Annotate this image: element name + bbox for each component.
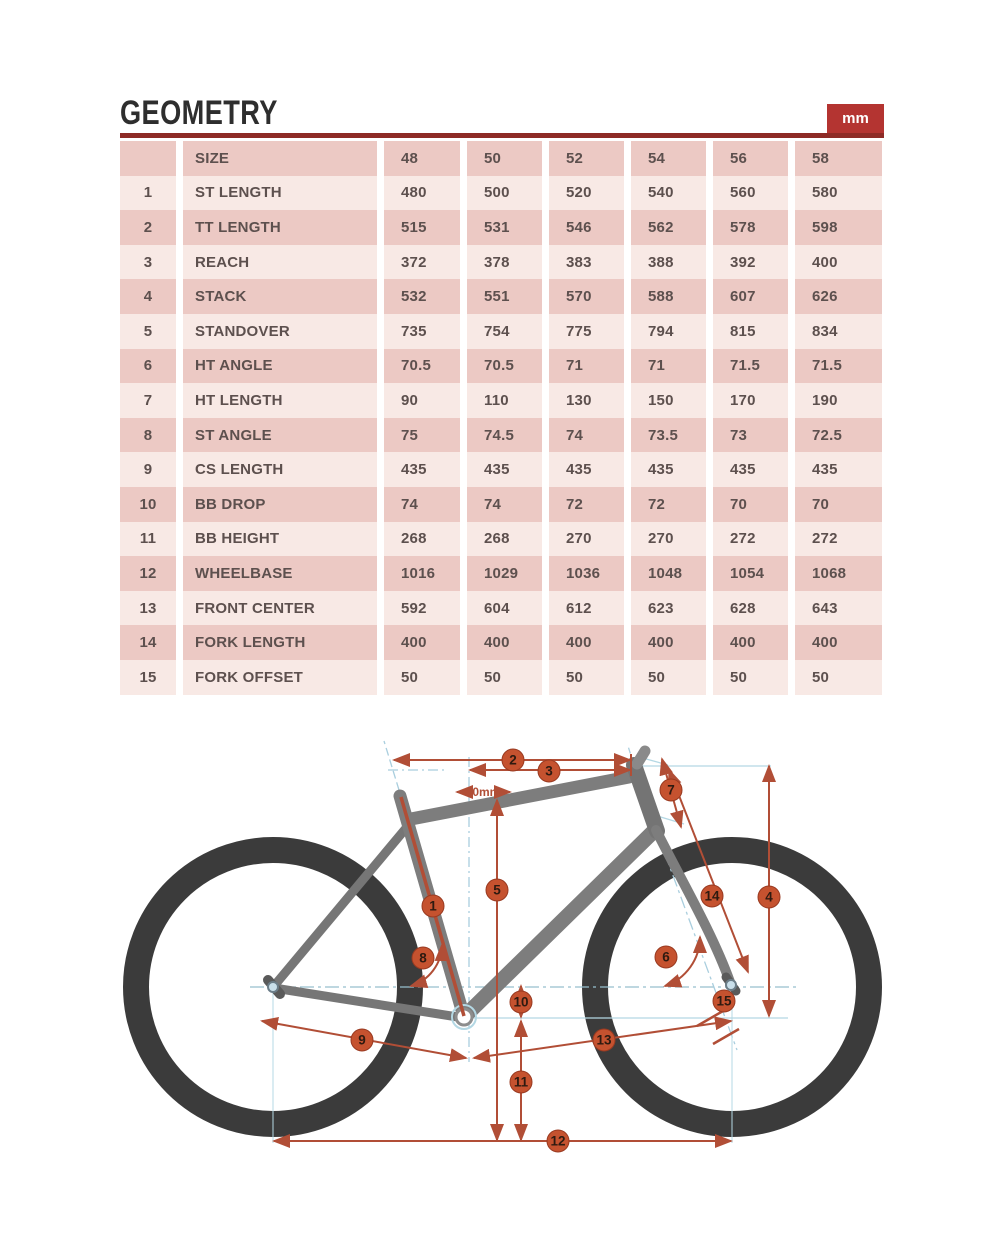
table-cell: 604: [467, 591, 542, 626]
svg-text:10: 10: [513, 994, 529, 1010]
table-cell: 71.5: [795, 349, 882, 384]
table-cell: 400: [795, 625, 882, 660]
table-cell: 400: [384, 625, 460, 660]
table-cell: 1068: [795, 556, 882, 591]
table-cell: 400: [549, 625, 624, 660]
page-title: GEOMETRY: [120, 94, 278, 132]
column-header-size: 52: [549, 141, 624, 176]
callout-10: [510, 991, 532, 1013]
row-label: FORK LENGTH: [183, 625, 377, 660]
table-cell: 50: [631, 660, 706, 695]
table-cell: 190: [795, 383, 882, 418]
row-number: 10: [120, 487, 176, 522]
table-cell: 435: [384, 452, 460, 487]
table-cell: 74.5: [467, 418, 542, 453]
table-cell: 400: [713, 625, 788, 660]
svg-text:1: 1: [429, 898, 437, 914]
table-cell: 383: [549, 245, 624, 280]
table-cell: 775: [549, 314, 624, 349]
table-cell: 735: [384, 314, 460, 349]
row-label: BB HEIGHT: [183, 522, 377, 557]
table-cell: 435: [631, 452, 706, 487]
table-cell: 270: [631, 522, 706, 557]
row-number: 4: [120, 279, 176, 314]
column-header-size: 48: [384, 141, 460, 176]
table-cell: 268: [467, 522, 542, 557]
table-cell: 546: [549, 210, 624, 245]
row-number: 2: [120, 210, 176, 245]
table-cell: 435: [713, 452, 788, 487]
table-cell: 70: [713, 487, 788, 522]
svg-text:12: 12: [550, 1133, 566, 1149]
table-cell: 520: [549, 176, 624, 211]
table-cell: 372: [384, 245, 460, 280]
row-number: 9: [120, 452, 176, 487]
table-cell: 592: [384, 591, 460, 626]
svg-text:9: 9: [358, 1032, 366, 1048]
callout-11: [510, 1071, 532, 1093]
table-cell: 435: [795, 452, 882, 487]
table-cell: 72: [631, 487, 706, 522]
callout-7: [660, 779, 682, 801]
rear-axle: [268, 982, 278, 992]
steerer-stub: [637, 751, 645, 764]
table-cell: 72: [549, 487, 624, 522]
seventy-mm-note: 70mm: [465, 785, 501, 799]
table-cell: 71.5: [713, 349, 788, 384]
table-cell: 150: [631, 383, 706, 418]
row-label: TT LENGTH: [183, 210, 377, 245]
table-cell: 70.5: [384, 349, 460, 384]
svg-text:3: 3: [545, 763, 553, 779]
callout-14: [701, 885, 723, 907]
table-cell: 74: [467, 487, 542, 522]
table-cell: 1048: [631, 556, 706, 591]
row-label: STACK: [183, 279, 377, 314]
row-number: 5: [120, 314, 176, 349]
table-cell: 532: [384, 279, 460, 314]
table-cell: 815: [713, 314, 788, 349]
table-cell: 754: [467, 314, 542, 349]
table-cell: 110: [467, 383, 542, 418]
row-number: 8: [120, 418, 176, 453]
table-cell: 392: [713, 245, 788, 280]
table-cell: 272: [713, 522, 788, 557]
table-cell: 74: [549, 418, 624, 453]
table-cell: 515: [384, 210, 460, 245]
table-cell: 50: [713, 660, 788, 695]
table-cell: 435: [549, 452, 624, 487]
row-number: 1: [120, 176, 176, 211]
top-tube: [411, 777, 629, 819]
column-header-size-label: SIZE: [183, 141, 377, 176]
table-cell: 71: [631, 349, 706, 384]
table-cell: 74: [384, 487, 460, 522]
table-cell: 50: [467, 660, 542, 695]
callout-2: [502, 749, 524, 771]
column-header-size: 58: [795, 141, 882, 176]
row-label: STANDOVER: [183, 314, 377, 349]
unit-badge: mm: [827, 104, 884, 133]
head-tube: [634, 765, 657, 831]
svg-text:8: 8: [419, 950, 427, 966]
table-cell: 73.5: [631, 418, 706, 453]
table-cell: 400: [631, 625, 706, 660]
table-cell: 268: [384, 522, 460, 557]
callout-15: [713, 990, 735, 1012]
table-cell: 50: [549, 660, 624, 695]
table-cell: 90: [384, 383, 460, 418]
table-cell: 378: [467, 245, 542, 280]
table-cell: 540: [631, 176, 706, 211]
table-cell: 562: [631, 210, 706, 245]
table-cell: 73: [713, 418, 788, 453]
table-cell: 1016: [384, 556, 460, 591]
column-header-size: 50: [467, 141, 542, 176]
callout-4: [758, 886, 780, 908]
callout-12: [547, 1130, 569, 1152]
table-cell: 480: [384, 176, 460, 211]
table-cell: 400: [467, 625, 542, 660]
table-cell: 400: [795, 245, 882, 280]
table-cell: 1054: [713, 556, 788, 591]
table-cell: 70: [795, 487, 882, 522]
front-axle: [726, 980, 736, 990]
svg-text:2: 2: [509, 752, 517, 768]
table-cell: 272: [795, 522, 882, 557]
table-cell: 435: [467, 452, 542, 487]
table-cell: 1029: [467, 556, 542, 591]
table-cell: 834: [795, 314, 882, 349]
table-cell: 72.5: [795, 418, 882, 453]
callout-3: [538, 760, 560, 782]
callout-8: [412, 947, 434, 969]
table-cell: 130: [549, 383, 624, 418]
table-cell: 643: [795, 591, 882, 626]
svg-text:15: 15: [716, 993, 732, 1009]
row-label: ST ANGLE: [183, 418, 377, 453]
row-number: 11: [120, 522, 176, 557]
row-number: 7: [120, 383, 176, 418]
table-cell: 50: [384, 660, 460, 695]
table-cell: 1036: [549, 556, 624, 591]
row-label: CS LENGTH: [183, 452, 377, 487]
table-cell: 388: [631, 245, 706, 280]
callout-13: [593, 1029, 615, 1051]
row-number: 3: [120, 245, 176, 280]
table-cell: 570: [549, 279, 624, 314]
callout-5: [486, 879, 508, 901]
row-label: FRONT CENTER: [183, 591, 377, 626]
table-cell: 794: [631, 314, 706, 349]
callout-9: [351, 1029, 373, 1051]
callout-6: [655, 946, 677, 968]
measure-fork-offset-b: [713, 1029, 739, 1044]
column-header-size: 56: [713, 141, 788, 176]
row-number: 6: [120, 349, 176, 384]
table-cell: 598: [795, 210, 882, 245]
svg-text:11: 11: [513, 1074, 529, 1090]
svg-text:13: 13: [596, 1032, 612, 1048]
table-cell: 612: [549, 591, 624, 626]
table-cell: 578: [713, 210, 788, 245]
svg-text:6: 6: [662, 949, 670, 965]
row-label: HT LENGTH: [183, 383, 377, 418]
row-label: WHEELBASE: [183, 556, 377, 591]
table-cell: 607: [713, 279, 788, 314]
row-label: HT ANGLE: [183, 349, 377, 384]
table-cell: 580: [795, 176, 882, 211]
chainstay-tube: [274, 988, 464, 1018]
table-cell: 531: [467, 210, 542, 245]
table-cell: 623: [631, 591, 706, 626]
table-cell: 270: [549, 522, 624, 557]
row-number: 13: [120, 591, 176, 626]
table-cell: 50: [795, 660, 882, 695]
row-label: FORK OFFSET: [183, 660, 377, 695]
table-cell: 560: [713, 176, 788, 211]
row-label: BB DROP: [183, 487, 377, 522]
table-cell: 170: [713, 383, 788, 418]
table-cell: 70.5: [467, 349, 542, 384]
row-label: ST LENGTH: [183, 176, 377, 211]
table-cell: 588: [631, 279, 706, 314]
row-number: 12: [120, 556, 176, 591]
row-number: 14: [120, 625, 176, 660]
table-cell: 626: [795, 279, 882, 314]
svg-text:7: 7: [667, 782, 675, 798]
svg-text:4: 4: [765, 889, 773, 905]
row-number: 15: [120, 660, 176, 695]
svg-text:5: 5: [493, 882, 501, 898]
table-cell: 500: [467, 176, 542, 211]
row-label: REACH: [183, 245, 377, 280]
table-cell: 75: [384, 418, 460, 453]
callout-1: [422, 895, 444, 917]
svg-text:14: 14: [704, 888, 720, 904]
table-cell: 551: [467, 279, 542, 314]
table-cell: 628: [713, 591, 788, 626]
table-cell: 71: [549, 349, 624, 384]
column-header-size: 54: [631, 141, 706, 176]
